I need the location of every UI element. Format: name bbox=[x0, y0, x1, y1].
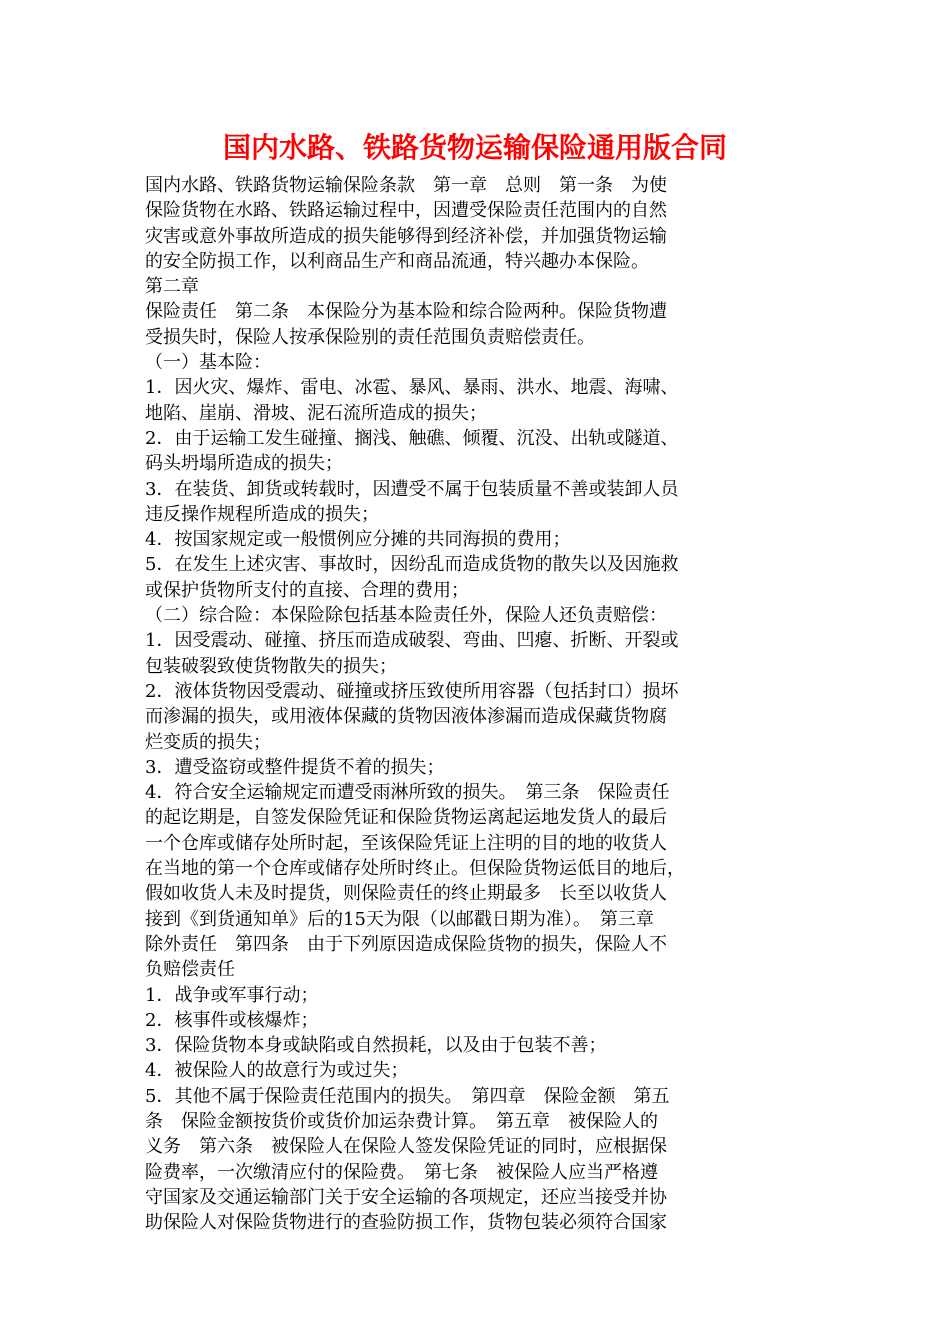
text-line: 条 保险金额按货价或货价加运杂费计算。 第五章 被保险人的 bbox=[145, 1110, 658, 1132]
text-line: （二）综合险：本保险除包括基本险责任外，保险人还负责赔偿： bbox=[145, 605, 667, 627]
text-line: 假如收货人未及时提货，则保险责任的终止期最多 长至以收货人 bbox=[145, 883, 667, 905]
text-line: 而渗漏的损失，或用液体保藏的货物因液体渗漏而造成保藏货物腐 bbox=[145, 706, 667, 728]
text-line: 码头坍塌所造成的损失； bbox=[145, 453, 343, 475]
document-body bbox=[145, 173, 825, 1235]
text-line: 国内水路、铁路货物运输保险条款 第一章 总则 第一条 为使 bbox=[145, 175, 667, 196]
text-line: 除外责任 第四条 由于下列原因造成保险货物的损失，保险人不 bbox=[145, 933, 667, 955]
text-line: （一）基本险： bbox=[145, 352, 271, 374]
text-line: 地陷、崖崩、滑坡、泥石流所造成的损失； bbox=[145, 402, 487, 424]
text-line: 义务 第六条 被保险人在保险人签发保险凭证的同时，应根据保 bbox=[145, 1136, 667, 1158]
text-line: 守国家及交通运输部门关于安全运输的各项规定，还应当接受并协 bbox=[145, 1186, 667, 1208]
text-line: 3．在装货、卸货或转载时，因遭受不属于包装质量不善或装卸人员 bbox=[145, 478, 679, 500]
text-line: 2．核事件或核爆炸； bbox=[145, 1009, 319, 1031]
text-line: 助保险人对保险货物进行的查验防损工作，货物包装必须符合国家 bbox=[145, 1212, 667, 1234]
text-line: 保险货物在水路、铁路运输过程中，因遭受保险责任范围内的自然 bbox=[145, 200, 667, 222]
text-line: 1．战争或军事行动； bbox=[145, 984, 319, 1006]
text-line: 5．其他不属于保险责任范围内的损失。 第四章 保险金额 第五 bbox=[145, 1085, 670, 1107]
text-line: 烂变质的损失； bbox=[145, 731, 271, 753]
text-line: 的起讫期是，自签发保险凭证和保险货物运离起运地发货人的最后 bbox=[145, 807, 667, 829]
text-line: 在当地的第一个仓库或储存处所时终止。但保险货物运低目的地后， bbox=[145, 858, 685, 880]
text-line: 或保护货物所支付的直接、合理的费用； bbox=[145, 579, 469, 601]
text-line: 2．由于运输工发生碰撞、搁浅、触礁、倾覆、沉没、出轨或隧道、 bbox=[145, 427, 679, 449]
text-line: 4．被保险人的故意行为或过失； bbox=[145, 1060, 409, 1082]
text-line: 1．因受震动、碰撞、挤压而造成破裂、弯曲、凹瘪、折断、开裂或 bbox=[145, 630, 679, 652]
text-line: 一个仓库或储存处所时起，至该保险凭证上注明的目的地的收货人 bbox=[145, 832, 667, 854]
text-line: 4．按国家规定或一般惯例应分摊的共同海损的费用； bbox=[145, 529, 571, 551]
text-line: 接到《到货通知单》后的15天为限（以邮戳日期为准）。 第三章 bbox=[145, 908, 654, 930]
text-line: 负赔偿责任 bbox=[145, 959, 235, 981]
text-line: 1．因火灾、爆炸、雷电、冰雹、暴风、暴雨、洪水、地震、海啸、 bbox=[145, 377, 679, 399]
text-line: 第二章 bbox=[145, 276, 199, 298]
text-line: 3．遭受盗窃或整件提货不着的损失； bbox=[145, 756, 445, 778]
text-line: 灾害或意外事故所造成的损失能够得到经济补偿，并加强货物运输 bbox=[145, 225, 667, 247]
text-line: 违反操作规程所造成的损失； bbox=[145, 503, 379, 525]
text-line: 5．在发生上述灾害、事故时，因纷乱而造成货物的散失以及因施救 bbox=[145, 554, 679, 576]
text-line: 险费率，一次缴清应付的保险费。 第七条 被保险人应当严格遵 bbox=[145, 1161, 658, 1183]
text-line: 包装破裂致使货物散失的损失； bbox=[145, 655, 397, 677]
text-line: 保险责任 第二条 本保险分为基本险和综合险两种。保险货物遭 bbox=[145, 301, 667, 323]
text-line: 2．液体货物因受震动、碰撞或挤压致使所用容器（包括封口）损坏 bbox=[145, 680, 679, 702]
text-line: 4．符合安全运输规定而遭受雨淋所致的损失。 第三条 保险责任 bbox=[145, 782, 670, 804]
text-line: 3．保险货物本身或缺陷或自然损耗，以及由于包装不善； bbox=[145, 1035, 607, 1057]
document-title: 国内水路、铁路货物运输保险通用版合同 bbox=[222, 131, 727, 164]
text-line: 的安全防损工作，以利商品生产和商品流通，特兴趣办本保险。 bbox=[145, 250, 649, 272]
text-line: 受损失时，保险人按承保险别的责任范围负责赔偿责任。 bbox=[145, 326, 595, 348]
